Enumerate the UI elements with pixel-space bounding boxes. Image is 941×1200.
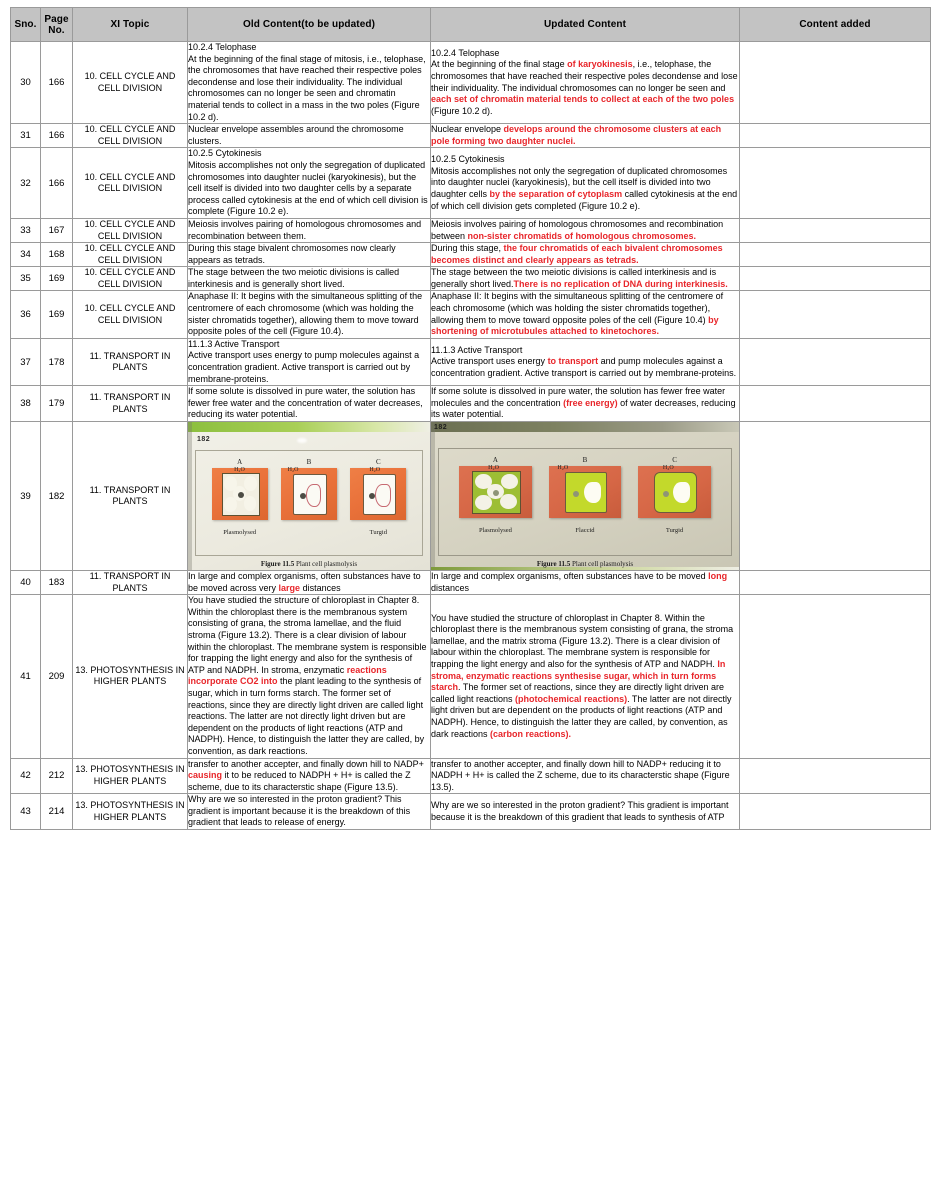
cell-sno: 43 [11,794,41,830]
figure-caption-number: Figure 11.5 [536,560,571,568]
cell-lobe [500,494,517,509]
water-label: H₂O [369,467,381,473]
table-row [11,243,931,267]
cell-updated-content [431,267,740,291]
highlighted-text: the four chromatids of each bivalent chromosomes becomes distinct and clearly appears as tetrads. [431,243,723,265]
cell-page-no: 182 [41,422,73,571]
cell-content-added [740,148,931,219]
cell-old-content [188,218,431,242]
highlighted-text: causing [188,770,223,781]
cell-sno: 40 [11,571,41,595]
content-comparison-table [10,7,931,830]
cell-content-added [740,595,931,758]
turgid-cell [363,474,396,514]
nucleus [493,490,499,496]
cell-sno: 41 [11,595,41,758]
header-row [11,8,931,42]
cell-updated-content [431,758,740,794]
highlighted-text: by shortening of microtubules attached to kinetochores. [431,314,719,337]
cell-page-no: 209 [41,595,73,758]
highlighted-text: (carbon reactions). [490,728,572,739]
column-header-content-added: Content added [740,8,931,42]
table-row [11,571,931,595]
cell-page-no: 212 [41,758,73,794]
cell-page-no: 169 [41,291,73,338]
highlighted-text: develops around the chromosome clusters at each pole forming two daughter nuclei. [431,124,722,146]
cell-page-no: 166 [41,42,73,124]
highlighted-text: each set of chromatin material tends to collect at each of the two poles [431,94,735,105]
cell-lobe [244,496,257,511]
body-text: 10.2.5 Cytokinesis [431,154,505,165]
cell-sno: 33 [11,218,41,242]
cell-old-content [188,42,431,124]
water-label: H₂O [287,467,299,473]
cell-sno: 38 [11,386,41,422]
cell-diagram-panel [281,458,337,520]
body-text: The stage between the two meiotic divisions is called interkinesis and is generally short lived. [188,267,400,289]
cell-content-added [740,218,931,242]
figure-caption-number: Figure 11.5 [260,560,295,568]
body-text: Meiosis involves pairing of homologous chromosomes and recombination between [431,218,724,241]
body-text: it to be reduced to NADPH + H+ is called the Z scheme, due to its characterstic shape (Figure 13.5). [188,770,411,792]
table-row [11,218,931,242]
cell-diagram-panel [459,456,532,534]
figure-caption-text: Plant cell plasmolysis [570,560,634,568]
cell-updated-content [431,571,740,595]
nucleus [573,491,579,497]
flaccid-cell [565,472,608,512]
cell-swatch [549,466,622,518]
table-row [11,595,931,758]
body-text: . The former set of reactions, since they are directly light driven are called light reactions [431,682,724,704]
body-text: Active transport uses energy to pump molecules against a concentration gradient. Active transport is carried out by membrane-proteins. [188,350,420,384]
cell-diagram-panel [638,456,711,534]
turgid-cell [654,472,697,512]
photo-left-edge [431,422,435,570]
body-text: You have studied the structure of chloroplast in Chapter 8. Within the chloroplast there is the membranous system consisting of grana, the stroma lamellae, and the matrix stroma (Figure 13.2). There is a clear division of labour within the chloroplast. The membrane system is responsible for trapping the light energy and also for the synthesis of ATP and NADPH. [431,612,734,669]
body-text: the plant leading to the synthesis of sugar, which in turn forms starch. The former set of reactions, since they are directly light driven are called light reactions. The latter are not directly light driven but are dependent on the products of light reactions (ATP and NADPH). Hence, to distinguish the latter they are called, by convention, as dark reactions. [188,676,425,756]
cell-lobe [244,476,257,491]
cell-page-no: 166 [41,124,73,148]
figure-page-number: 182 [197,436,211,443]
cell-updated-content [431,338,740,385]
table-row [11,338,931,385]
body-text: You have studied the structure of chloroplast in Chapter 8. Within the chloroplast there is the membranous system consisting of grana, the stroma lamellae, and the fluid stroma (Figure 13.2). There is a clear division of labour within the chloroplast. The membrane system is responsible for trapping the light energy and also for the synthesis of ATP and NADPH. In stroma, enzymatic [188,595,427,675]
panel-caption: Turgid [665,527,684,534]
cell-diagram-panel [212,458,268,536]
cell-diagram-panel [350,458,406,536]
nucleus [663,491,669,497]
photo-left-edge [188,422,192,570]
body-text: The stage between the two meiotic divisions is called interkinesis and is generally short lived. [431,267,717,289]
table-row [11,758,931,794]
water-label: H₂O [488,465,499,471]
body-text: 10.2.4 Telophase [431,47,500,58]
water-label: H₂O [662,465,674,471]
cell-old-content [188,291,431,338]
figure-frame [195,450,423,556]
cell-content-added [740,267,931,291]
cell-updated-content [431,794,740,830]
table-body [11,42,931,830]
highlighted-text: of karyokinesis [567,59,633,70]
table-row [11,42,931,124]
cell-old-content [188,386,431,422]
old-figure-photo [188,422,430,570]
cell-sno: 31 [11,124,41,148]
cell-page-no: 166 [41,148,73,219]
cell-swatch [350,468,406,520]
highlighted-text: In stroma, enzymatic reactions synthesise sugar, which in turn forms starch [431,658,726,693]
cell-swatch [638,466,711,518]
body-text: In large and complex organisms, often substances have to be moved [431,571,709,581]
cell-swatch [281,468,337,520]
body-text: transfer to another accepter, and finally down hill to NADP+ reducing it to NADPH + H+ is called the Z scheme, due to its characterstic shape (Figure 13.5). [431,758,730,792]
cell-diagram-row [451,456,720,535]
body-text: Nuclear envelope assembles around the chromosome clusters. [188,124,404,146]
vacuole [375,484,390,508]
table-row [11,124,931,148]
cell-page-no: 168 [41,243,73,267]
cell-content-added [740,422,931,571]
body-text: Mitosis accomplishes not only the segregation of duplicated chromosomes into daughter nuclei (karyokinesis), but the cell itself is divided into two daughter cells by a separate process called cytokinesis at the end of which cell division is complete (Figure 10.2 e). [188,159,428,217]
cell-sno: 42 [11,758,41,794]
cell-page-no: 183 [41,571,73,595]
body-text: Anaphase II: It begins with the simultaneous splitting of the centromere of each chromosome (which was holding the sister chromatids together), allowing them to move toward opposite poles of the cell (Figure 10.4). [188,291,423,337]
body-text: called cytokinesis at the end of which cell division gets completed (Figure 10.2 e). [431,188,738,211]
body-text: Why are we so interested in the proton gradient? This gradient is important because it is the breakdown of this gradient that leads to synthesis of ATP [431,800,729,822]
cell-xi-topic: 10. CELL CYCLE AND CELL DIVISION [73,291,188,338]
panel-caption: Turgid [369,529,387,536]
highlighted-text: There is no replication of DNA during interkinesis. [513,278,728,289]
column-header-page-no: Page No. [41,8,73,42]
body-text: . The latter are not directly light driven but are dependent on the products of light reactions (ATP and NADPH). Hence, to distinguish the latter they are called, by convention, as dark reactions [431,693,732,739]
cell-swatch [459,466,532,518]
body-text: During this stage bivalent chromosomes now clearly appears as tetrads. [188,243,396,265]
table-header [11,8,931,42]
cell-xi-topic: 10. CELL CYCLE AND CELL DIVISION [73,218,188,242]
cell-content-added [740,338,931,385]
cell-old-content [188,758,431,794]
highlighted-text: (photochemical reactions) [515,693,628,704]
body-text: (Figure 10.2 d). [431,105,493,116]
body-text: 11.1.3 Active Transport [431,344,523,355]
figure-frame [438,448,732,556]
cell-updated-content [431,243,740,267]
cell-page-no: 169 [41,267,73,291]
cell-old-content [188,571,431,595]
body-text: distances [431,582,470,593]
cell-xi-topic: 10. CELL CYCLE AND CELL DIVISION [73,148,188,219]
cell-old-content [188,148,431,219]
photo-glare [297,438,307,443]
cell-lobe [501,474,518,489]
body-text: and pump molecules against a concentration gradient. Active transport is carried out by membrane-proteins. [431,356,737,378]
panel-letter: C [672,456,677,464]
nucleus [369,493,375,499]
figure-caption [431,560,739,568]
panel-caption: Plasmolysed [223,529,257,536]
cell-sno: 30 [11,42,41,124]
cell-page-no: 214 [41,794,73,830]
highlighted-text: non-sister chromatids of homologous chromosomes. [467,230,697,241]
highlighted-text: to transport [547,356,599,367]
body-text: At the beginning of the final stage of mitosis, i.e., telophase, the chromosomes that have reached their respective poles decondense and lose their individuality. The individual chromosomes can no longer be seen and chromatin material tends to collect in a mass in the two poles (Figure 10.2 d). [188,53,426,122]
panel-caption: Flaccid [575,527,595,534]
cell-old-content [188,243,431,267]
column-header-xi-topic: XI Topic [73,8,188,42]
flaccid-cell [293,474,326,514]
body-text: If some solute is dissolved in pure water, the solution has fewer free water molecules and the concentration [431,386,726,408]
cell-updated-content [431,218,740,242]
cell-content-added [740,571,931,595]
cell-sno: 37 [11,338,41,385]
cell-xi-topic: 11. TRANSPORT IN PLANTS [73,422,188,571]
cell-xi-topic: 10. CELL CYCLE AND CELL DIVISION [73,267,188,291]
cell-sno: 32 [11,148,41,219]
cell-old-content [188,338,431,385]
cell-diagram-panel [549,456,622,534]
cell-xi-topic: 10. CELL CYCLE AND CELL DIVISION [73,243,188,267]
cell-content-added [740,243,931,267]
body-text: Mitosis accomplishes not only the segregation of duplicated chromosomes into daughter nuclei (karyokinesis), but the cell itself is divided into two daughter cells [431,165,728,199]
cell-diagram-row [205,458,413,535]
plasmolysed-cell [472,471,520,514]
panel-letter: A [237,458,243,466]
panel-letter: B [306,458,312,466]
figure-caption-text: Plant cell plasmolysis [294,560,358,568]
nucleus [238,492,244,498]
cell-sno: 34 [11,243,41,267]
panel-letter: A [492,456,498,464]
highlighted-text: large [278,582,301,593]
panel-caption: Plasmolysed [479,527,512,534]
panel-letter: B [582,456,588,464]
body-text: Why are we so interested in the proton gradient? This gradient is important because it is the breakdown of this gradient that leads to release of energy. [188,794,411,828]
table-row [11,386,931,422]
vacuole [306,484,321,508]
cell-updated-content [431,124,740,148]
vacuole [673,482,690,504]
column-header-updated-content: Updated Content [431,8,740,42]
cell-old-content [188,794,431,830]
table-row [11,148,931,219]
body-text: Active transport uses energy [431,356,548,367]
cell-content-added [740,42,931,124]
body-text: 10.2.4 Telophase [188,42,257,52]
body-text: of water decreases, reducing its water potential. [431,397,736,420]
body-text: Meiosis involves pairing of homologous chromosomes and recombination between them. [188,218,422,241]
cell-content-added [740,758,931,794]
body-text: 11.1.3 Active Transport [188,338,280,349]
highlighted-text: long [708,571,728,581]
cell-old-content [188,595,431,758]
cell-xi-topic: 13. PHOTOSYNTHESIS IN HIGHER PLANTS [73,758,188,794]
cell-sno: 35 [11,267,41,291]
cell-swatch [212,468,268,520]
figure-page-number: 182 [434,424,448,431]
cell-old-content-figure [188,422,431,571]
updated-figure-photo [431,422,739,570]
cell-updated-content [431,595,740,758]
cell-content-added [740,794,931,830]
body-text: 10.2.5 Cytokinesis [188,148,262,159]
body-text: At the beginning of the final stage [431,59,568,70]
cell-content-added [740,124,931,148]
cell-page-no: 167 [41,218,73,242]
column-header-old-content: Old Content(to be updated) [188,8,431,42]
cell-updated-content [431,42,740,124]
cell-updated-content-figure [431,422,740,571]
table-row [11,794,931,830]
cell-old-content [188,267,431,291]
cell-content-added [740,291,931,338]
cell-xi-topic: 11. TRANSPORT IN PLANTS [73,571,188,595]
water-label: H₂O [557,465,569,471]
highlighted-text: reactions incorporate CO2 into [188,664,387,687]
cell-sno: 39 [11,422,41,571]
body-text: During this stage, [431,243,504,254]
cell-page-no: 178 [41,338,73,385]
cell-xi-topic: 10. CELL CYCLE AND CELL DIVISION [73,42,188,124]
body-text: , i.e., telophase, the chromosomes that have reached their respective poles decondense and lose their individuality. The individual chromosomes can no longer be seen and [431,59,738,93]
body-text: Nuclear envelope [431,124,504,135]
cell-page-no: 179 [41,386,73,422]
cell-updated-content [431,386,740,422]
body-text: In large and complex organisms, often substances have to be moved across very [188,571,421,593]
body-text: If some solute is dissolved in pure water, the solution has fewer free water and the concentration of water decreases, reducing its water potential. [188,386,423,420]
panel-letter: C [375,458,381,466]
cell-xi-topic: 10. CELL CYCLE AND CELL DIVISION [73,124,188,148]
highlighted-text: (free energy) [563,397,618,408]
highlighted-text: by the separation of cytoplasm [489,188,623,199]
water-label: H₂O [234,467,245,473]
table-row [11,291,931,338]
plasmolysed-cell [222,473,260,516]
column-header-sno: Sno. [11,8,41,42]
nucleus [300,493,306,499]
cell-updated-content [431,291,740,338]
figure-caption [188,560,430,568]
body-text: Anaphase II: It begins with the simultaneous splitting of the centromere of each chromosome (which was holding the sister chromatids together), allowing them to move toward opposite poles of the cell (Figure 10.4) [431,291,724,325]
body-text: distances [300,582,341,593]
table-row [11,422,931,571]
vacuole [584,482,601,504]
table-row [11,267,931,291]
cell-xi-topic: 11. TRANSPORT IN PLANTS [73,338,188,385]
cell-updated-content [431,148,740,219]
cell-xi-topic: 13. PHOTOSYNTHESIS IN HIGHER PLANTS [73,595,188,758]
cell-old-content [188,124,431,148]
cell-sno: 36 [11,291,41,338]
body-text: transfer to another accepter, and finally down hill to NADP+ [188,758,424,769]
cell-content-added [740,386,931,422]
cell-xi-topic: 13. PHOTOSYNTHESIS IN HIGHER PLANTS [73,794,188,830]
cell-xi-topic: 11. TRANSPORT IN PLANTS [73,386,188,422]
